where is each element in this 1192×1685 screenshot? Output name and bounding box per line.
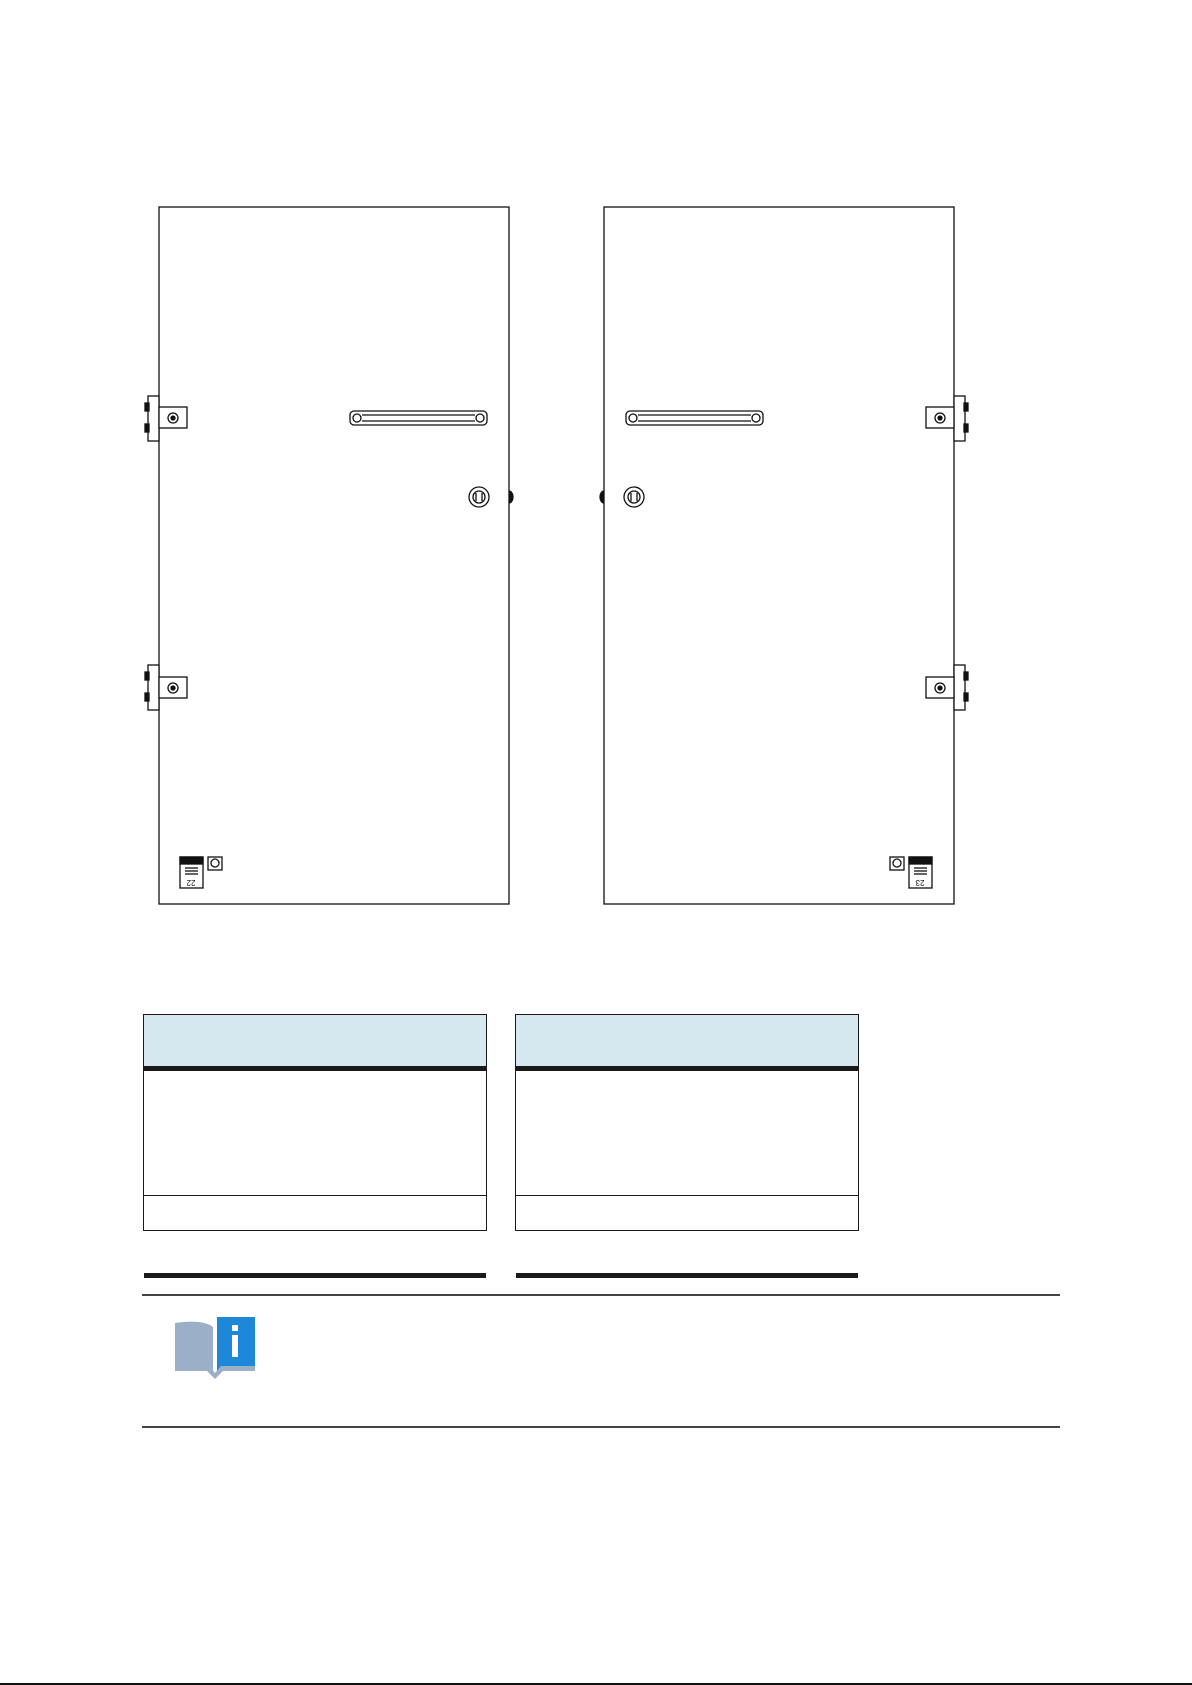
right-door-handle — [626, 411, 763, 425]
table-row — [516, 1196, 858, 1278]
page-bottom-rule — [0, 1683, 1192, 1685]
manual-info-icon — [173, 1313, 257, 1381]
left-door — [145, 207, 513, 904]
svg-text:22: 22 — [186, 878, 196, 887]
table-header — [516, 1015, 858, 1071]
left-door-panel — [159, 207, 509, 904]
table-row — [516, 1071, 858, 1196]
table-row — [144, 1071, 486, 1196]
note-bottom-rule — [142, 1426, 1060, 1428]
note-top-rule — [142, 1294, 1060, 1296]
info-table-left — [143, 1014, 487, 1231]
info-table-right — [515, 1014, 859, 1231]
table-header — [144, 1015, 486, 1071]
svg-text:23: 23 — [915, 878, 925, 887]
right-door-panel — [604, 207, 954, 904]
table-row — [144, 1196, 486, 1278]
left-door-handle — [350, 411, 487, 425]
right-door — [600, 207, 968, 904]
